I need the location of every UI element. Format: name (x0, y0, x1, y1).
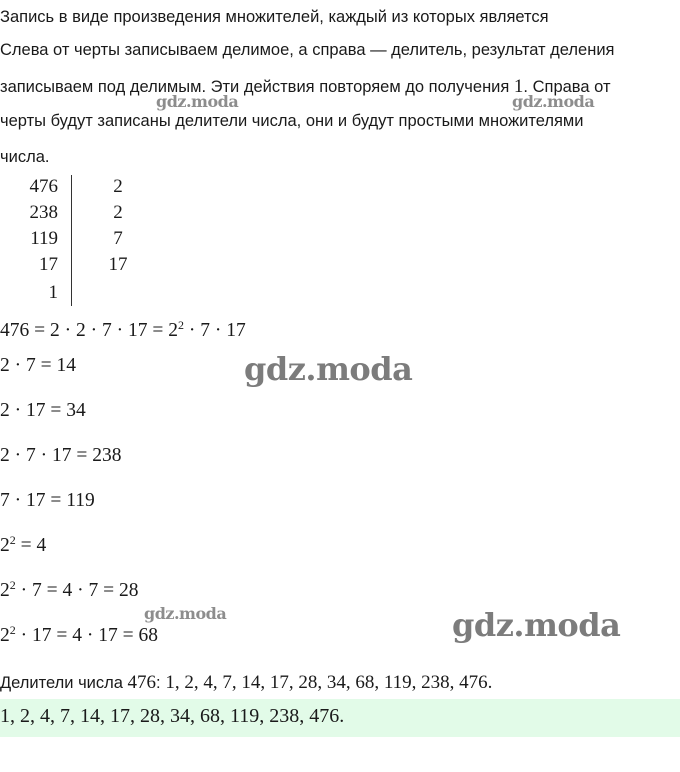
division-row (0, 254, 150, 280)
divisors-label: Делители числа (0, 674, 128, 692)
equation-divisor-238: 2 · 7 · 17 = 238 (0, 445, 122, 466)
equation-divisor-14: 2 · 7 = 14 (0, 355, 76, 376)
equation-exponent: 2 (177, 318, 184, 332)
text-line-3-part-a: записываем под делимым. Эти действия повторяем до получения (0, 78, 514, 96)
equation-exponent: 2 (9, 623, 16, 637)
text-line-3-number: 1 (513, 76, 524, 97)
divisors-colon: : (156, 674, 161, 692)
watermark-logo: gdz.moda (156, 92, 239, 111)
equation-part: = 4 (15, 535, 47, 556)
division-row (0, 176, 150, 202)
equation-part: 476 = 2 · 2 · 7 · 17 = 2 (0, 320, 178, 341)
equation-exponent: 2 (9, 578, 16, 592)
text-line-4: черты будут записаны делители числа, они и будут простыми множителями (0, 112, 584, 130)
equation-exponent: 2 (9, 533, 16, 547)
equation-part: · 7 · 17 (183, 320, 246, 341)
equation-part: · 17 = 4 · 17 = 68 (15, 625, 158, 646)
divisors-number: 476 (127, 672, 157, 693)
division-row (0, 228, 150, 254)
equation-part: 2 (0, 580, 10, 601)
watermark-logo: gdz.moda (244, 350, 413, 388)
division-left: 238 (29, 202, 58, 223)
equation-factorization (0, 320, 246, 342)
division-right: 2 (113, 176, 123, 197)
division-right: 7 (113, 228, 123, 249)
division-left: 476 (29, 176, 58, 197)
answer-box (0, 699, 680, 737)
division-right: 2 (113, 202, 123, 223)
watermark-logo: gdz.moda (452, 606, 621, 644)
division-table (0, 172, 150, 306)
division-left: 17 (39, 254, 58, 275)
equation-part: 2 (0, 535, 10, 556)
equation-part: 2 (0, 625, 10, 646)
equation-part: · 7 = 4 · 7 = 28 (15, 580, 139, 601)
answer-text: 1, 2, 4, 7, 14, 17, 28, 34, 68, 119, 238, 476. (0, 705, 345, 727)
watermark-logo: gdz.moda (144, 604, 227, 623)
equation-divisor-34: 2 · 17 = 34 (0, 400, 86, 421)
division-row (0, 282, 150, 308)
division-left: 1 (48, 282, 58, 303)
text-line-1: Запись в виде произведения множителей, каждый из которых является (0, 8, 549, 26)
text-line-2: Слева от черты записываем делимое, а справа — делитель, результат деления (0, 41, 615, 59)
division-row (0, 202, 150, 228)
divisors-line (0, 672, 492, 694)
watermark-logo: gdz.moda (512, 92, 595, 111)
equation-divisor-4 (0, 535, 46, 557)
equation-divisor-68 (0, 625, 158, 647)
equation-divisor-28 (0, 580, 138, 602)
text-line-5: числа. (0, 148, 50, 166)
text-line-3-part-b: . Справа от (523, 78, 611, 96)
division-right: 17 (108, 254, 128, 275)
equation-divisor-119: 7 · 17 = 119 (0, 490, 95, 511)
divisors-list: 1, 2, 4, 7, 14, 17, 28, 34, 68, 119, 238, 476. (160, 672, 493, 693)
division-left: 119 (30, 228, 58, 249)
